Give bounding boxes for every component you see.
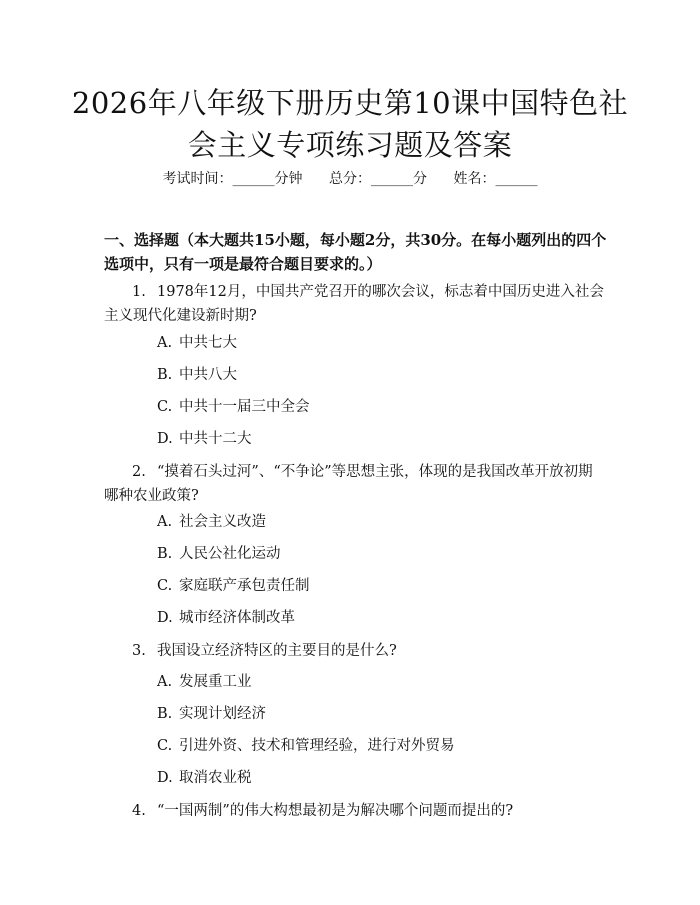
option-text: 中共十一届三中全会	[179, 399, 310, 415]
question-4	[104, 799, 604, 823]
q1-option-d	[157, 429, 252, 449]
option-letter: B.	[157, 546, 173, 562]
question-text: “一国两制”的伟大构想最初是为解决哪个问题而提出的?	[157, 803, 514, 819]
question-text: “摸着石头过河”、“不争论”等思想主张，体现的是我国改革开放初期哪种农业政策?	[104, 464, 593, 504]
option-text: 引进外资、技术和管理经验，进行对外贸易	[179, 738, 455, 754]
option-text: 中共八大	[179, 367, 237, 383]
option-text: 实现计划经济	[179, 706, 266, 722]
option-letter: D.	[157, 431, 173, 447]
option-text: 家庭联产承包责任制	[179, 578, 310, 594]
q2-option-b	[157, 544, 281, 564]
question-1	[104, 280, 604, 328]
name-blank: ______	[495, 171, 538, 187]
option-letter: D.	[157, 770, 173, 786]
question-number: 3.	[132, 643, 146, 659]
q3-option-b	[157, 704, 266, 724]
question-number: 1.	[132, 284, 146, 300]
question-2	[104, 460, 604, 508]
q1-option-a	[157, 333, 237, 353]
option-letter: C.	[157, 738, 173, 754]
option-text: 发展重工业	[179, 674, 252, 690]
option-letter: A.	[157, 674, 173, 690]
option-text: 社会主义改造	[179, 514, 266, 530]
question-text: 我国设立经济特区的主要目的是什么?	[157, 643, 397, 659]
total-score-label: 总分：	[329, 171, 371, 187]
document-title	[40, 82, 660, 166]
question-text: 1978年12月，中国共产党召开的哪次会议，标志着中国历史进入社会主义现代化建设新时期?	[104, 284, 604, 324]
option-letter: D.	[157, 610, 173, 626]
q2-option-c	[157, 576, 310, 596]
option-letter: B.	[157, 367, 173, 383]
option-text: 城市经济体制改革	[179, 610, 295, 626]
exam-time-blank: ______分钟	[232, 171, 303, 187]
section-heading: 一、选择题（本大题共15小题，每小题2分，共30分。在每小题列出的四个选项中，只有一项是最符合题目要求的。）	[104, 231, 607, 273]
q2-option-a	[157, 512, 266, 532]
option-letter: C.	[157, 399, 173, 415]
q3-option-a	[157, 672, 252, 692]
q3-option-d	[157, 768, 252, 788]
q1-option-b	[157, 365, 237, 385]
title-line-2: 会主义专项练习题及答案	[187, 128, 513, 162]
option-text: 中共十二大	[179, 431, 252, 447]
option-letter: C.	[157, 578, 173, 594]
option-letter: A.	[157, 335, 173, 351]
question-number: 4.	[132, 803, 146, 819]
question-3	[104, 639, 604, 663]
exam-info-line	[0, 168, 700, 188]
option-text: 人民公社化运动	[179, 546, 281, 562]
q3-option-c	[157, 736, 455, 756]
q2-option-d	[157, 608, 295, 628]
option-letter: B.	[157, 706, 173, 722]
name-label: 姓名：	[453, 171, 496, 187]
option-letter: A.	[157, 514, 173, 530]
option-text: 中共七大	[179, 335, 237, 351]
exam-time-label: 考试时间：	[162, 171, 233, 187]
q1-option-c	[157, 397, 310, 417]
question-number: 2.	[132, 464, 146, 480]
option-text: 取消农业税	[179, 770, 252, 786]
title-line-1: 2026年八年级下册历史第10课中国特色社	[71, 86, 629, 120]
total-score-blank: ______分	[371, 171, 427, 187]
